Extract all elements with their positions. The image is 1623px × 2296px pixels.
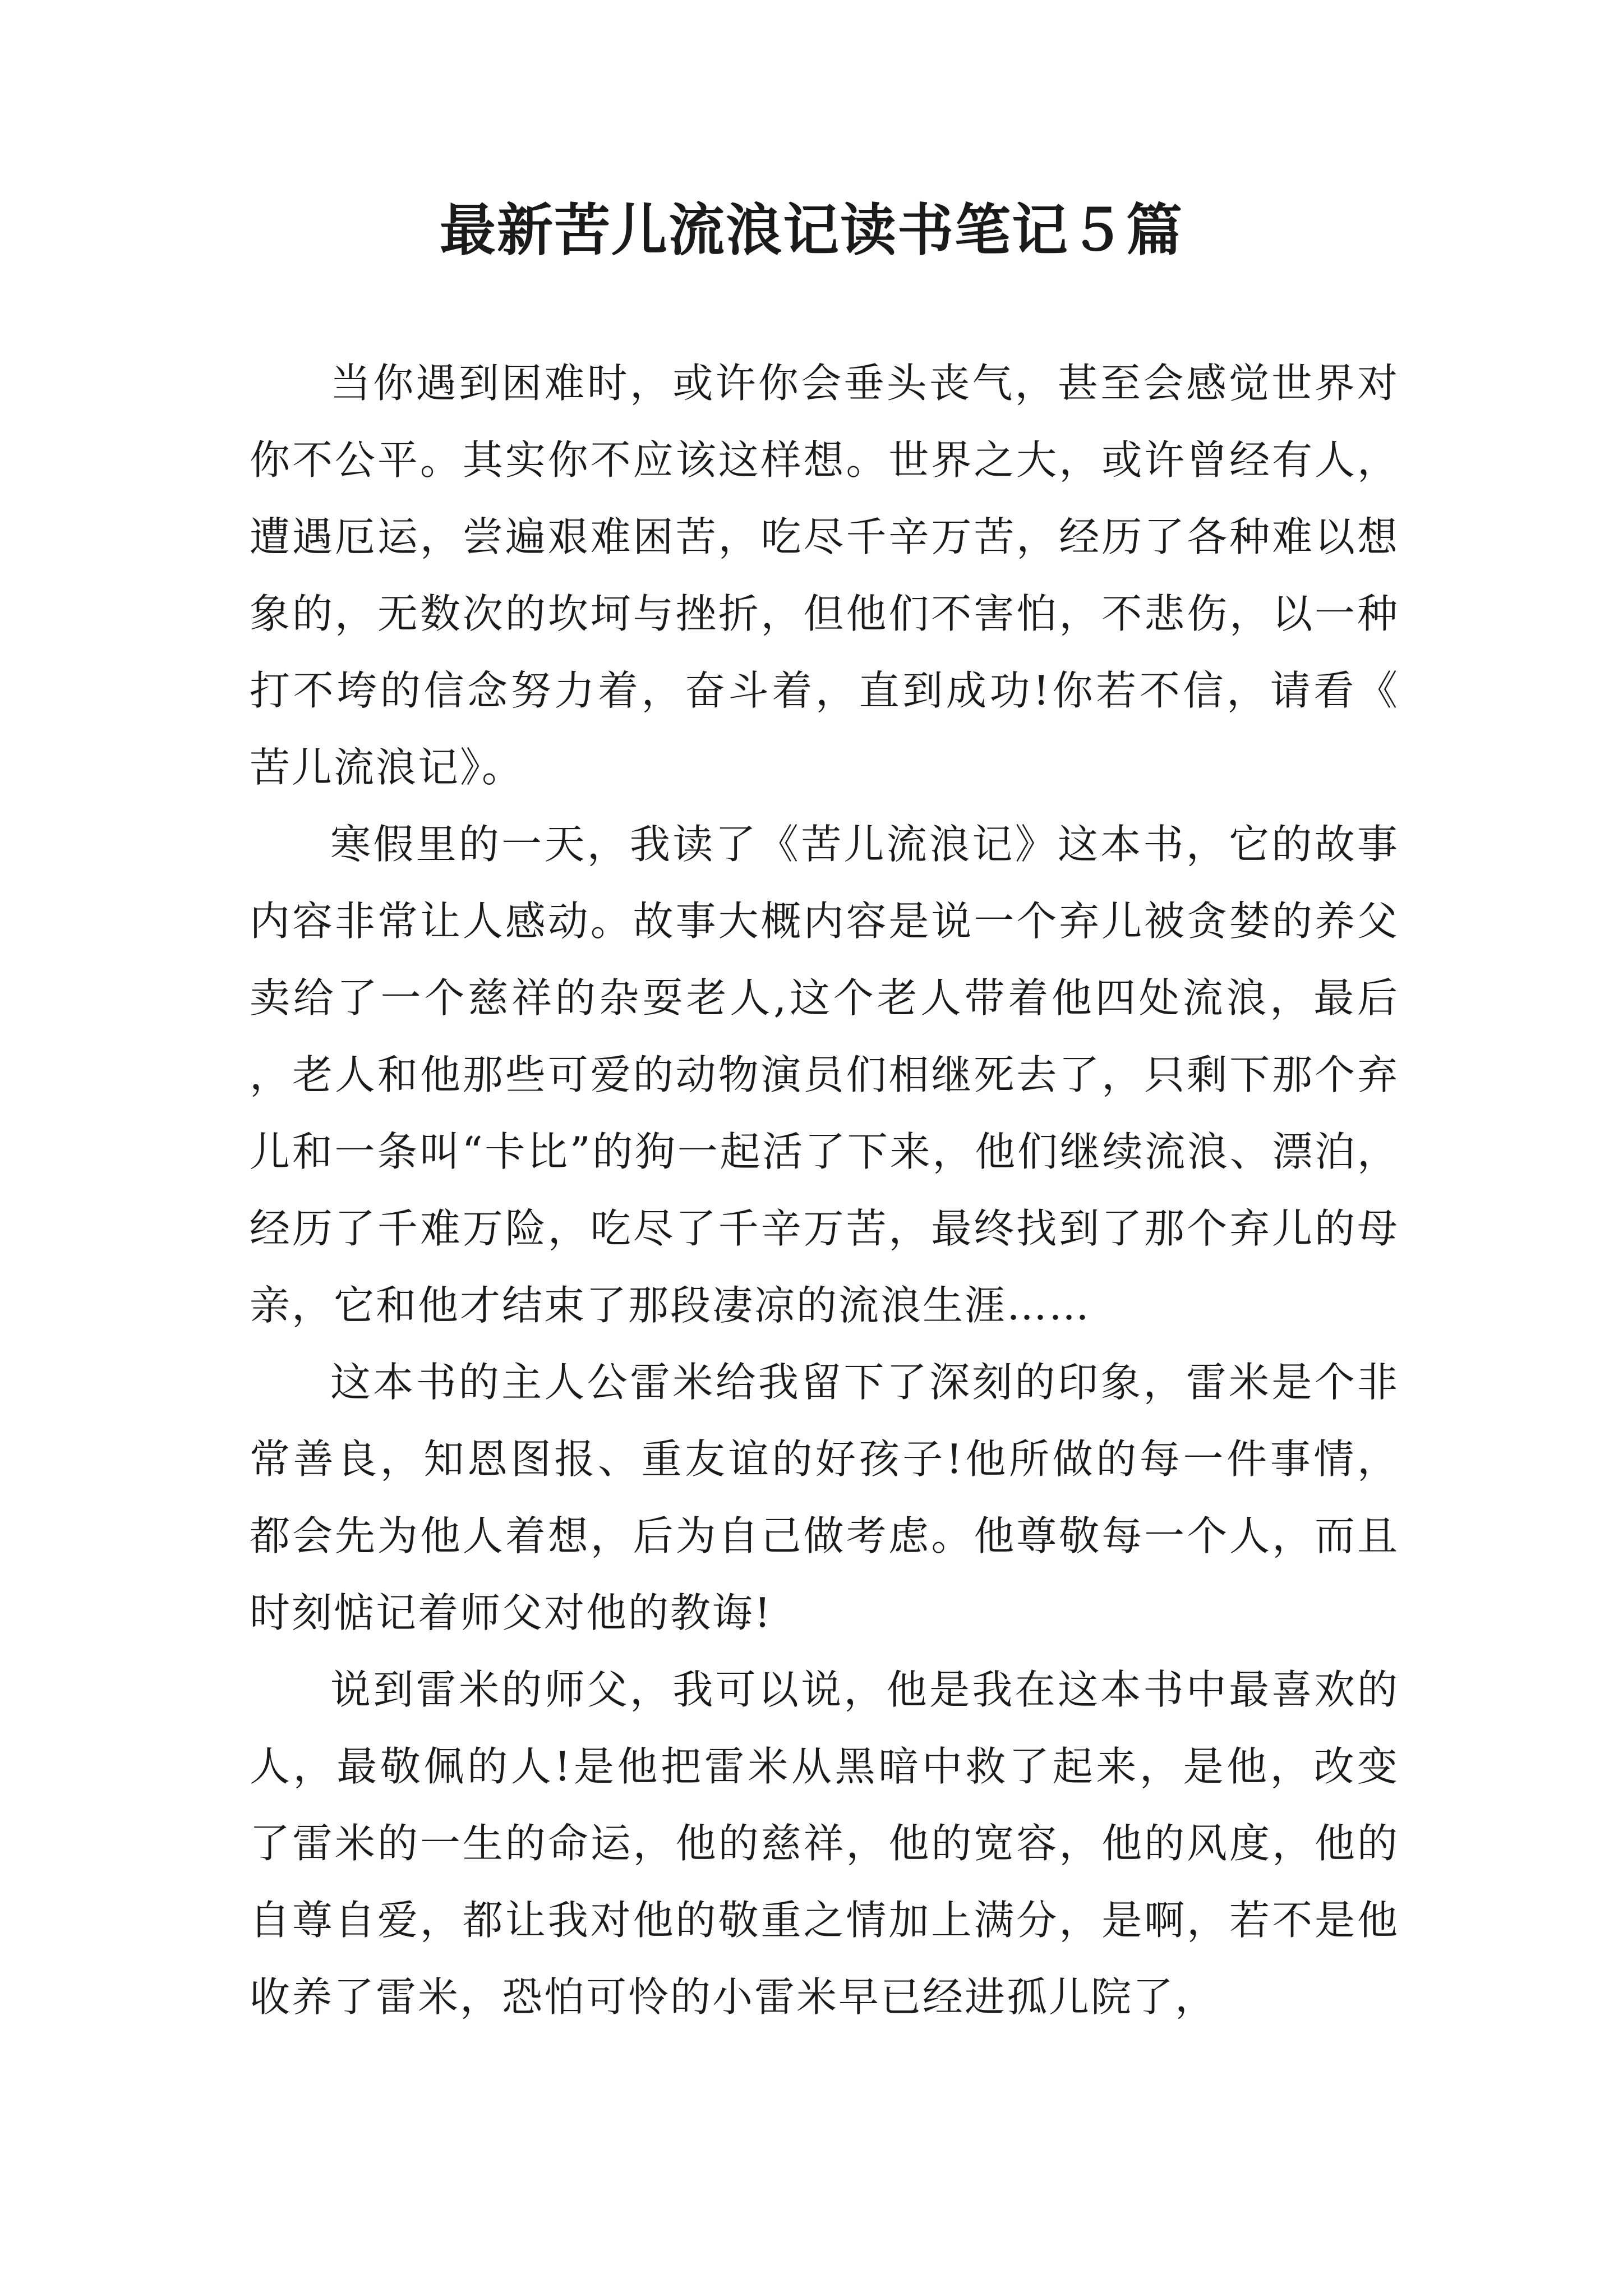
paragraph: 这本书的主人公雷米给我留下了深刻的印象，雷米是个非常善良，知恩图报、重友谊的好孩子!他所做的每一件事情，都会先为他人着想，后为自己做考虑。他尊敬每一个人，而且时刻惦记着师父对他的教诲! (250, 1359, 1399, 1636)
paragraph: 寒假里的一天，我读了《苦儿流浪记》这本书，它的故事内容非常让人感动。故事大概内容是说一个弃儿被贪婪的养父卖给了一个慈祥的杂耍老人,这个老人带着他四处流浪，最后，老人和他那些可爱的动物演员们相继死去了，只剩下那个弃儿和一条叫“卡比”的狗一起活了下来，他们继续流浪、漂泊，经历了千难万险，吃尽了千辛万苦，最终找到了那个弃儿的母亲，它和他才结束了那段凄凉的流浪生涯…… (250, 821, 1399, 1329)
paragraph: 当你遇到困难时，或许你会垂头丧气，甚至会感觉世界对你不公平。其实你不应该这样想。世界之大，或许曾经有人，遭遇厄运，尝遍艰难困苦，吃尽千辛万苦，经历了各种难以想象的，无数次的坎坷与挫折，但他们不害怕，不悲伤，以一种打不垮的信念努力着，奋斗着，直到成功!你若不信，请看《苦儿流浪记》。 (250, 360, 1399, 791)
document-body (250, 345, 1399, 2036)
document-title: 最新苦儿流浪记读书笔记５篇 (440, 197, 1183, 263)
paragraph: 说到雷米的师父，我可以说，他是我在这本书中最喜欢的人，最敬佩的人!是他把雷米从黑暗中救了起来，是他，改变了雷米的一生的命运，他的慈祥，他的宽容，他的风度，他的自尊自爱，都让我对他的敬重之情加上满分，是啊，若不是他收养了雷米，恐怕可怜的小雷米早已经进孤儿院了， (250, 1666, 1399, 2021)
